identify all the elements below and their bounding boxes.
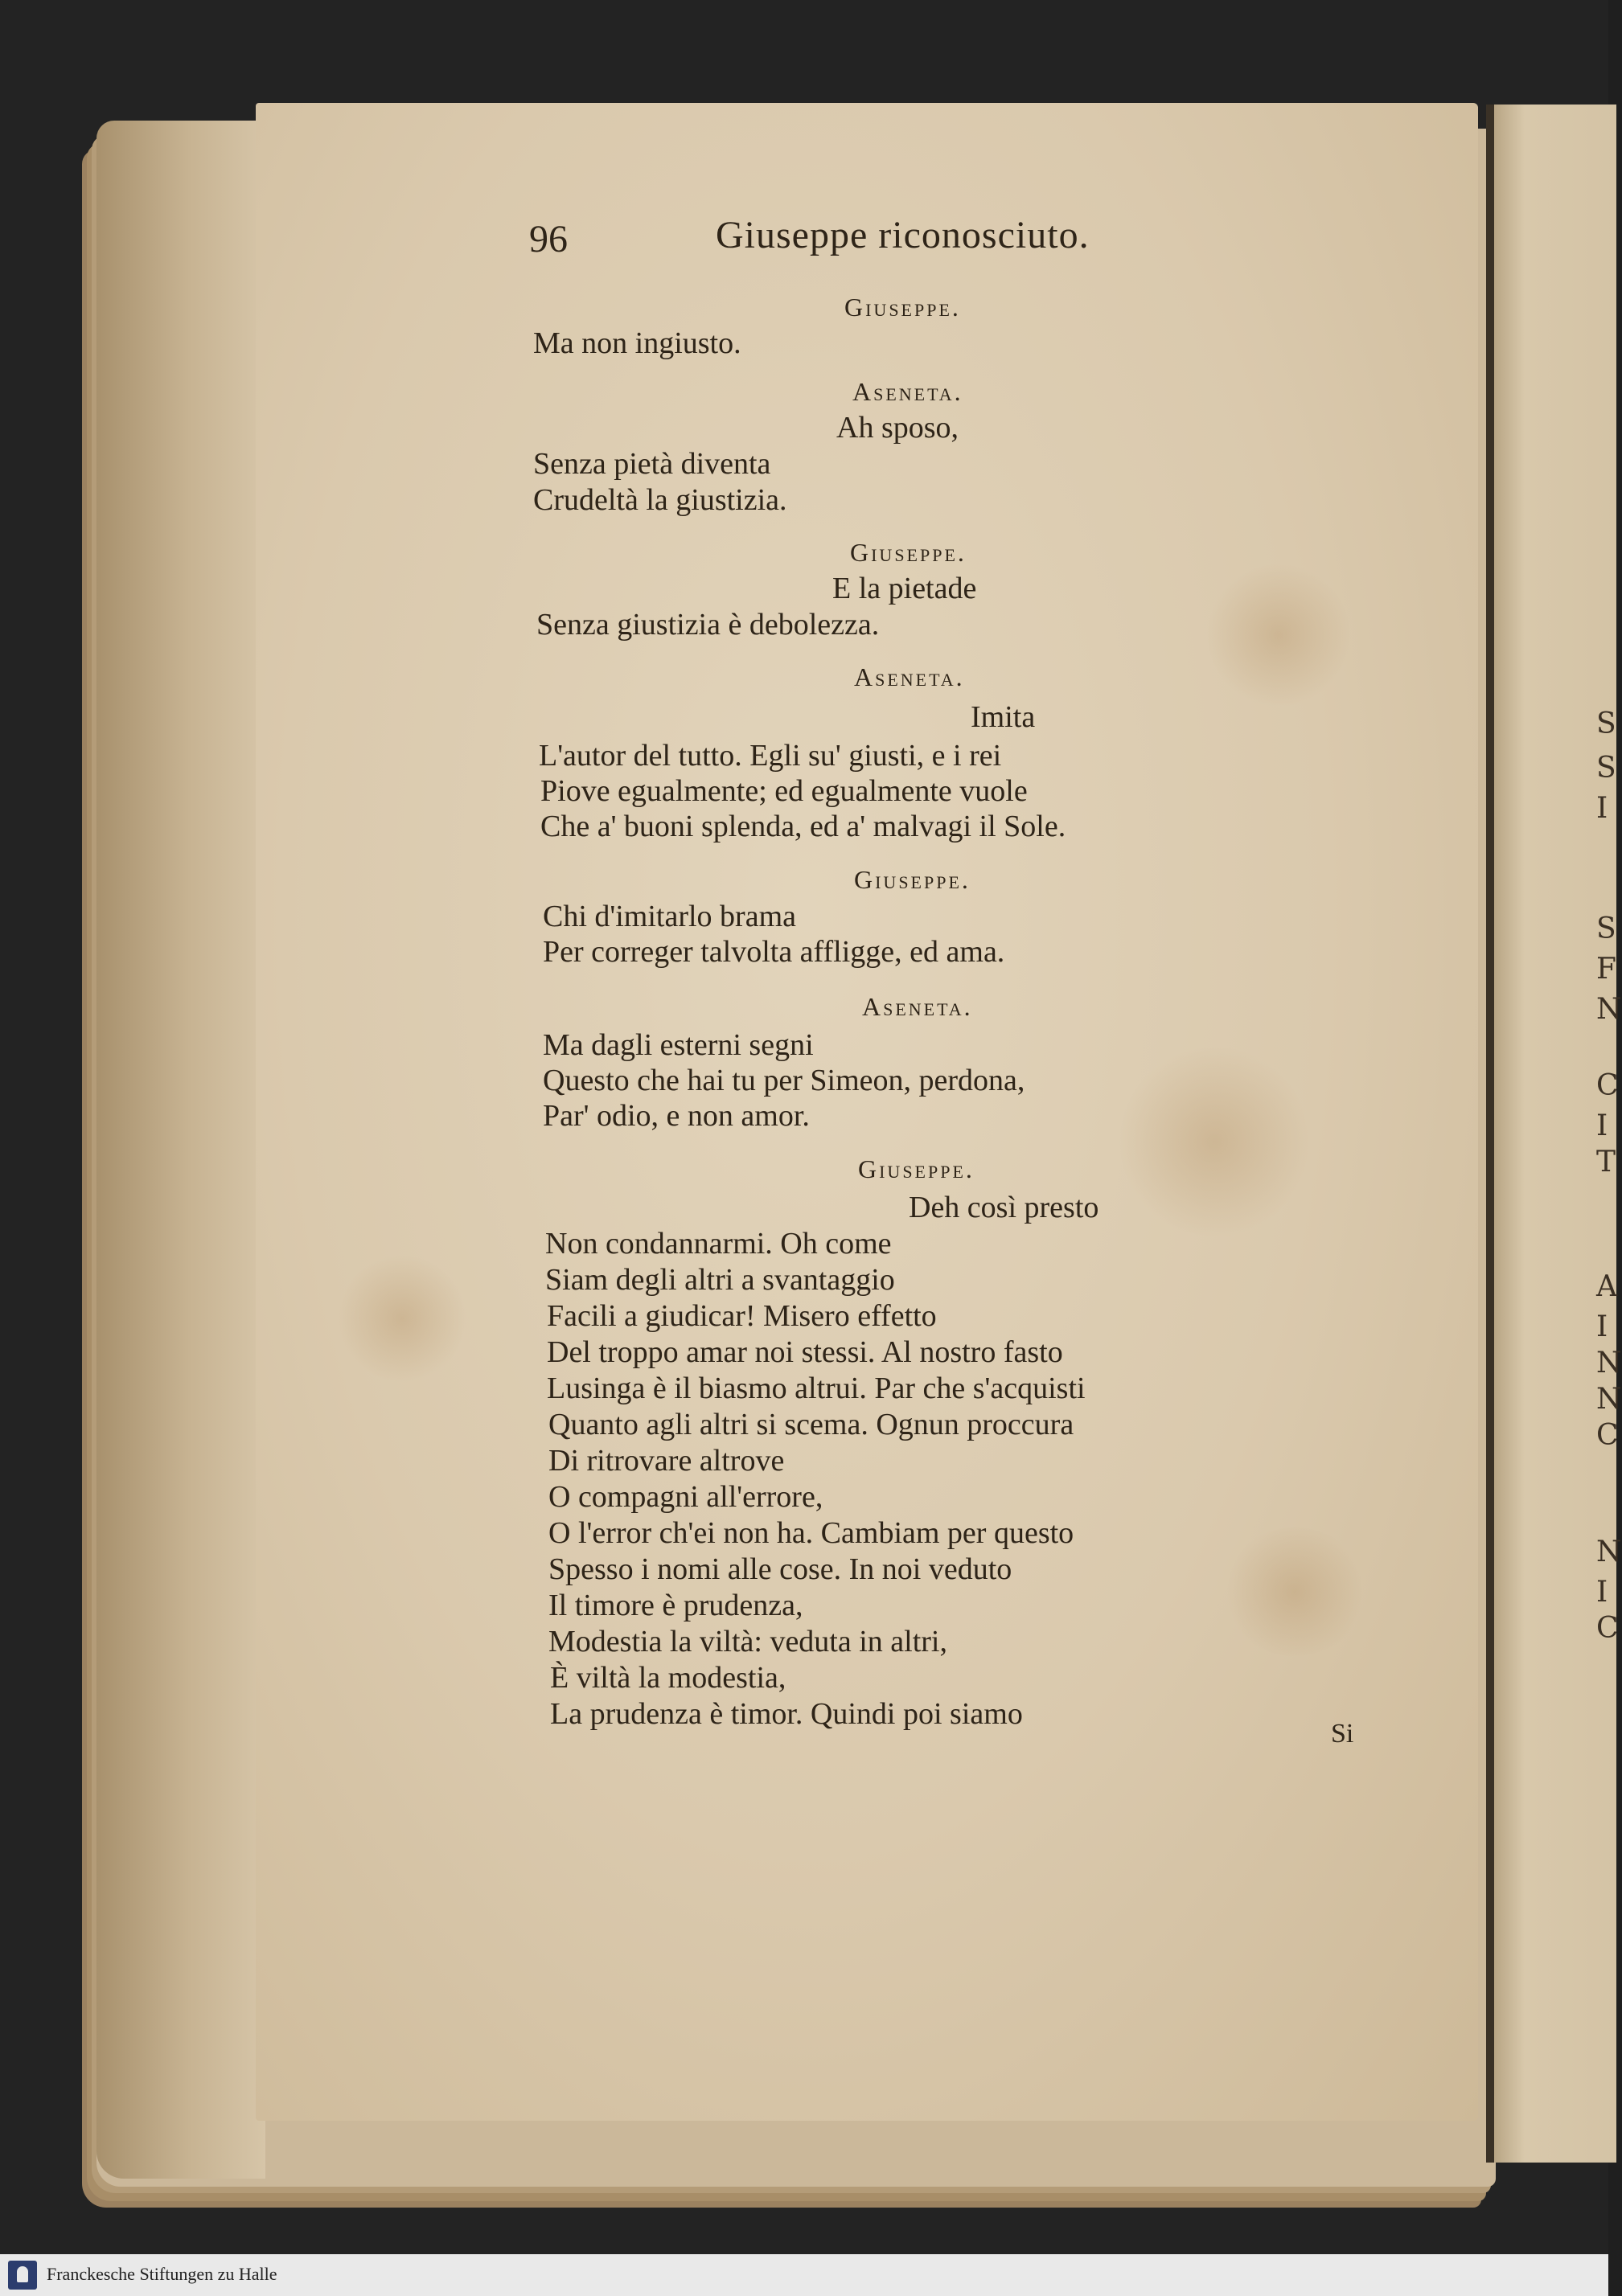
verse-line: E la pietade bbox=[832, 572, 977, 605]
speaker-name: Giuseppe. bbox=[844, 293, 961, 322]
facing-page-letter: N bbox=[1596, 1383, 1622, 1416]
verse-line: È viltà la modestia, bbox=[550, 1661, 786, 1695]
running-title: Giuseppe riconosciuto. bbox=[716, 214, 1090, 256]
verse-line: Deh così presto bbox=[909, 1191, 1099, 1224]
page-edge bbox=[96, 121, 265, 2179]
page-number: 96 bbox=[529, 218, 568, 260]
verse-line: Ma non ingiusto. bbox=[533, 326, 741, 360]
verse-line: Senza pietà diventa bbox=[533, 447, 771, 481]
speaker-name: Giuseppe. bbox=[850, 538, 967, 567]
facing-page-letter: N bbox=[1596, 1535, 1622, 1568]
verse-line: Crudeltà la giustizia. bbox=[533, 483, 787, 517]
paper-stain bbox=[338, 1254, 466, 1383]
paper-stain bbox=[1206, 563, 1351, 707]
speaker-name: Aseneta. bbox=[862, 992, 973, 1021]
facing-page-letter: A bbox=[1596, 1270, 1617, 1303]
facing-page-letter: I bbox=[1596, 1310, 1608, 1343]
verse-line: Che a' buoni splenda, ed a' malvagi il Sole. bbox=[540, 810, 1066, 843]
verse-line: L'autor del tutto. Egli su' giusti, e i rei bbox=[539, 739, 1002, 773]
verse-line: Ma dagli esterni segni bbox=[543, 1028, 814, 1062]
paper-stain bbox=[1222, 1527, 1367, 1656]
facing-page-letter: C bbox=[1596, 1069, 1619, 1102]
facing-page-letter: C bbox=[1596, 1419, 1619, 1452]
facing-page-letter: S bbox=[1596, 707, 1616, 740]
verse-line: Chi d'imitarlo brama bbox=[543, 900, 797, 933]
speaker-name: Aseneta. bbox=[852, 377, 963, 406]
verse-line: Lusinga è il biasmo altrui. Par che s'acquisti bbox=[547, 1371, 1086, 1405]
verse-line: Per correger talvolta affligge, ed ama. bbox=[543, 935, 1005, 969]
verse-line: Modestia la viltà: veduta in altri, bbox=[548, 1625, 947, 1658]
verse-line: Del troppo amar noi stessi. Al nostro fasto bbox=[547, 1335, 1063, 1369]
verse-line: Spesso i nomi alle cose. In noi veduto bbox=[548, 1552, 1012, 1586]
facing-page-letter: I bbox=[1596, 1109, 1608, 1142]
verse-line: Ah sposo, bbox=[836, 411, 959, 445]
facing-page-letter: N bbox=[1596, 993, 1622, 1026]
verse-line: O compagni all'errore, bbox=[548, 1480, 823, 1514]
institution-logo-icon bbox=[8, 2261, 37, 2290]
verse-line: Non condannarmi. Oh come bbox=[545, 1227, 892, 1261]
verse-line: Senza giustizia è debolezza. bbox=[536, 608, 880, 642]
verse-line: Siam degli altri a svantaggio bbox=[545, 1263, 895, 1297]
paper-stain bbox=[1118, 1045, 1311, 1238]
facing-page-letter: F bbox=[1596, 953, 1616, 986]
verse-line: Il timore è prudenza, bbox=[548, 1589, 803, 1622]
facing-page-letter: S bbox=[1596, 912, 1616, 945]
verse-line: Imita bbox=[971, 700, 1036, 734]
footer-bar bbox=[0, 2254, 1608, 2296]
verse-line: Questo che hai tu per Simeon, perdona, bbox=[543, 1064, 1025, 1097]
catchword: Si bbox=[1331, 1719, 1354, 1749]
facing-page-letter: I bbox=[1596, 792, 1608, 825]
verse-line: Quanto agli altri si scema. Ognun proccura bbox=[548, 1408, 1074, 1441]
facing-page-letter: S bbox=[1596, 752, 1616, 785]
verse-line: Par' odio, e non amor. bbox=[543, 1099, 810, 1133]
verse-line: La prudenza è timor. Quindi poi siamo bbox=[550, 1697, 1023, 1731]
facing-page-letter: C bbox=[1596, 1612, 1619, 1645]
facing-page-letter: I bbox=[1596, 1576, 1608, 1609]
speaker-name: Aseneta. bbox=[854, 662, 965, 691]
institution-name: Franckesche Stiftungen zu Halle bbox=[47, 2264, 277, 2284]
facing-page-letter: T bbox=[1596, 1146, 1616, 1179]
verse-line: Facili a giudicar! Misero effetto bbox=[547, 1299, 937, 1333]
facing-page-letter: N bbox=[1596, 1347, 1622, 1380]
verse-line: Piove egualmente; ed egualmente vuole bbox=[540, 774, 1028, 808]
speaker-name: Giuseppe. bbox=[858, 1154, 975, 1183]
speaker-name: Giuseppe. bbox=[854, 865, 971, 894]
verse-line: Di ritrovare altrove bbox=[548, 1444, 785, 1478]
verse-line: O l'error ch'ei non ha. Cambiam per questo bbox=[548, 1516, 1074, 1550]
